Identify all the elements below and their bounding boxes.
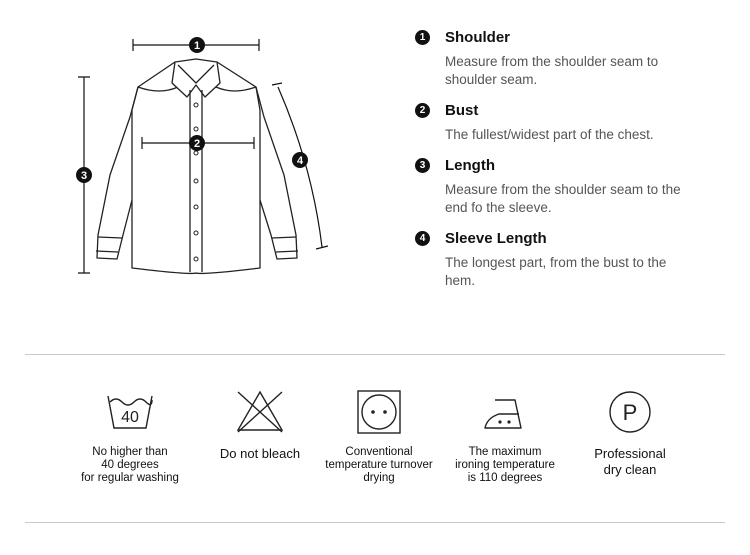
legend-item-bust	[415, 101, 735, 144]
marker-3: 3	[80, 170, 88, 182]
wash-40-icon	[104, 388, 156, 432]
care-label: Conventional temperature turnover drying	[325, 446, 433, 484]
care-label: Professional dry clean	[594, 446, 666, 477]
legend-description: The fullest/widest part of the chest.	[445, 127, 654, 142]
care-item-dry	[309, 388, 449, 485]
do-not-bleach-icon	[234, 388, 286, 434]
legend-title: Shoulder	[445, 29, 511, 46]
legend-title: Bust	[445, 102, 479, 119]
iron-icon	[479, 388, 531, 432]
wash-temperature: 40	[121, 409, 139, 426]
care-label: No higher than 40 degrees for regular washing	[81, 446, 179, 484]
legend-item-shoulder	[415, 28, 735, 89]
legend-number: 2	[415, 103, 430, 118]
legend-number: 3	[415, 158, 430, 173]
dry-clean-icon	[606, 388, 654, 436]
tumble-dry-icon	[355, 388, 403, 436]
legend-item-length	[415, 156, 735, 217]
marker-2: 2	[193, 138, 201, 150]
legend-description: Measure from the shoulder seam to shoulder seam.	[445, 54, 659, 87]
legend-title: Length	[445, 157, 495, 174]
legend-number: 4	[415, 231, 430, 246]
care-label: Do not bleach	[219, 446, 301, 461]
legend-description: Measure from the shoulder seam to the end fo the sleeve.	[445, 182, 681, 215]
care-label: The maximum ironing temperature is 110 degrees	[455, 446, 555, 484]
dry-clean-letter: P	[622, 400, 638, 425]
legend-item-sleeve-length	[415, 229, 735, 290]
legend-title: Sleeve Length	[445, 230, 547, 247]
legend-number: 1	[415, 30, 430, 45]
divider-bottom	[25, 522, 725, 523]
legend-description: The longest part, from the bust to the hem.	[445, 255, 667, 288]
care-item-dry-clean	[560, 388, 700, 478]
care-item-iron	[435, 388, 575, 485]
divider-top	[25, 354, 725, 355]
marker-1: 1	[193, 40, 201, 52]
marker-4: 4	[296, 155, 304, 167]
care-item-wash	[60, 388, 200, 485]
measurement-legend	[415, 28, 735, 302]
shirt-measurement-diagram	[60, 25, 340, 285]
